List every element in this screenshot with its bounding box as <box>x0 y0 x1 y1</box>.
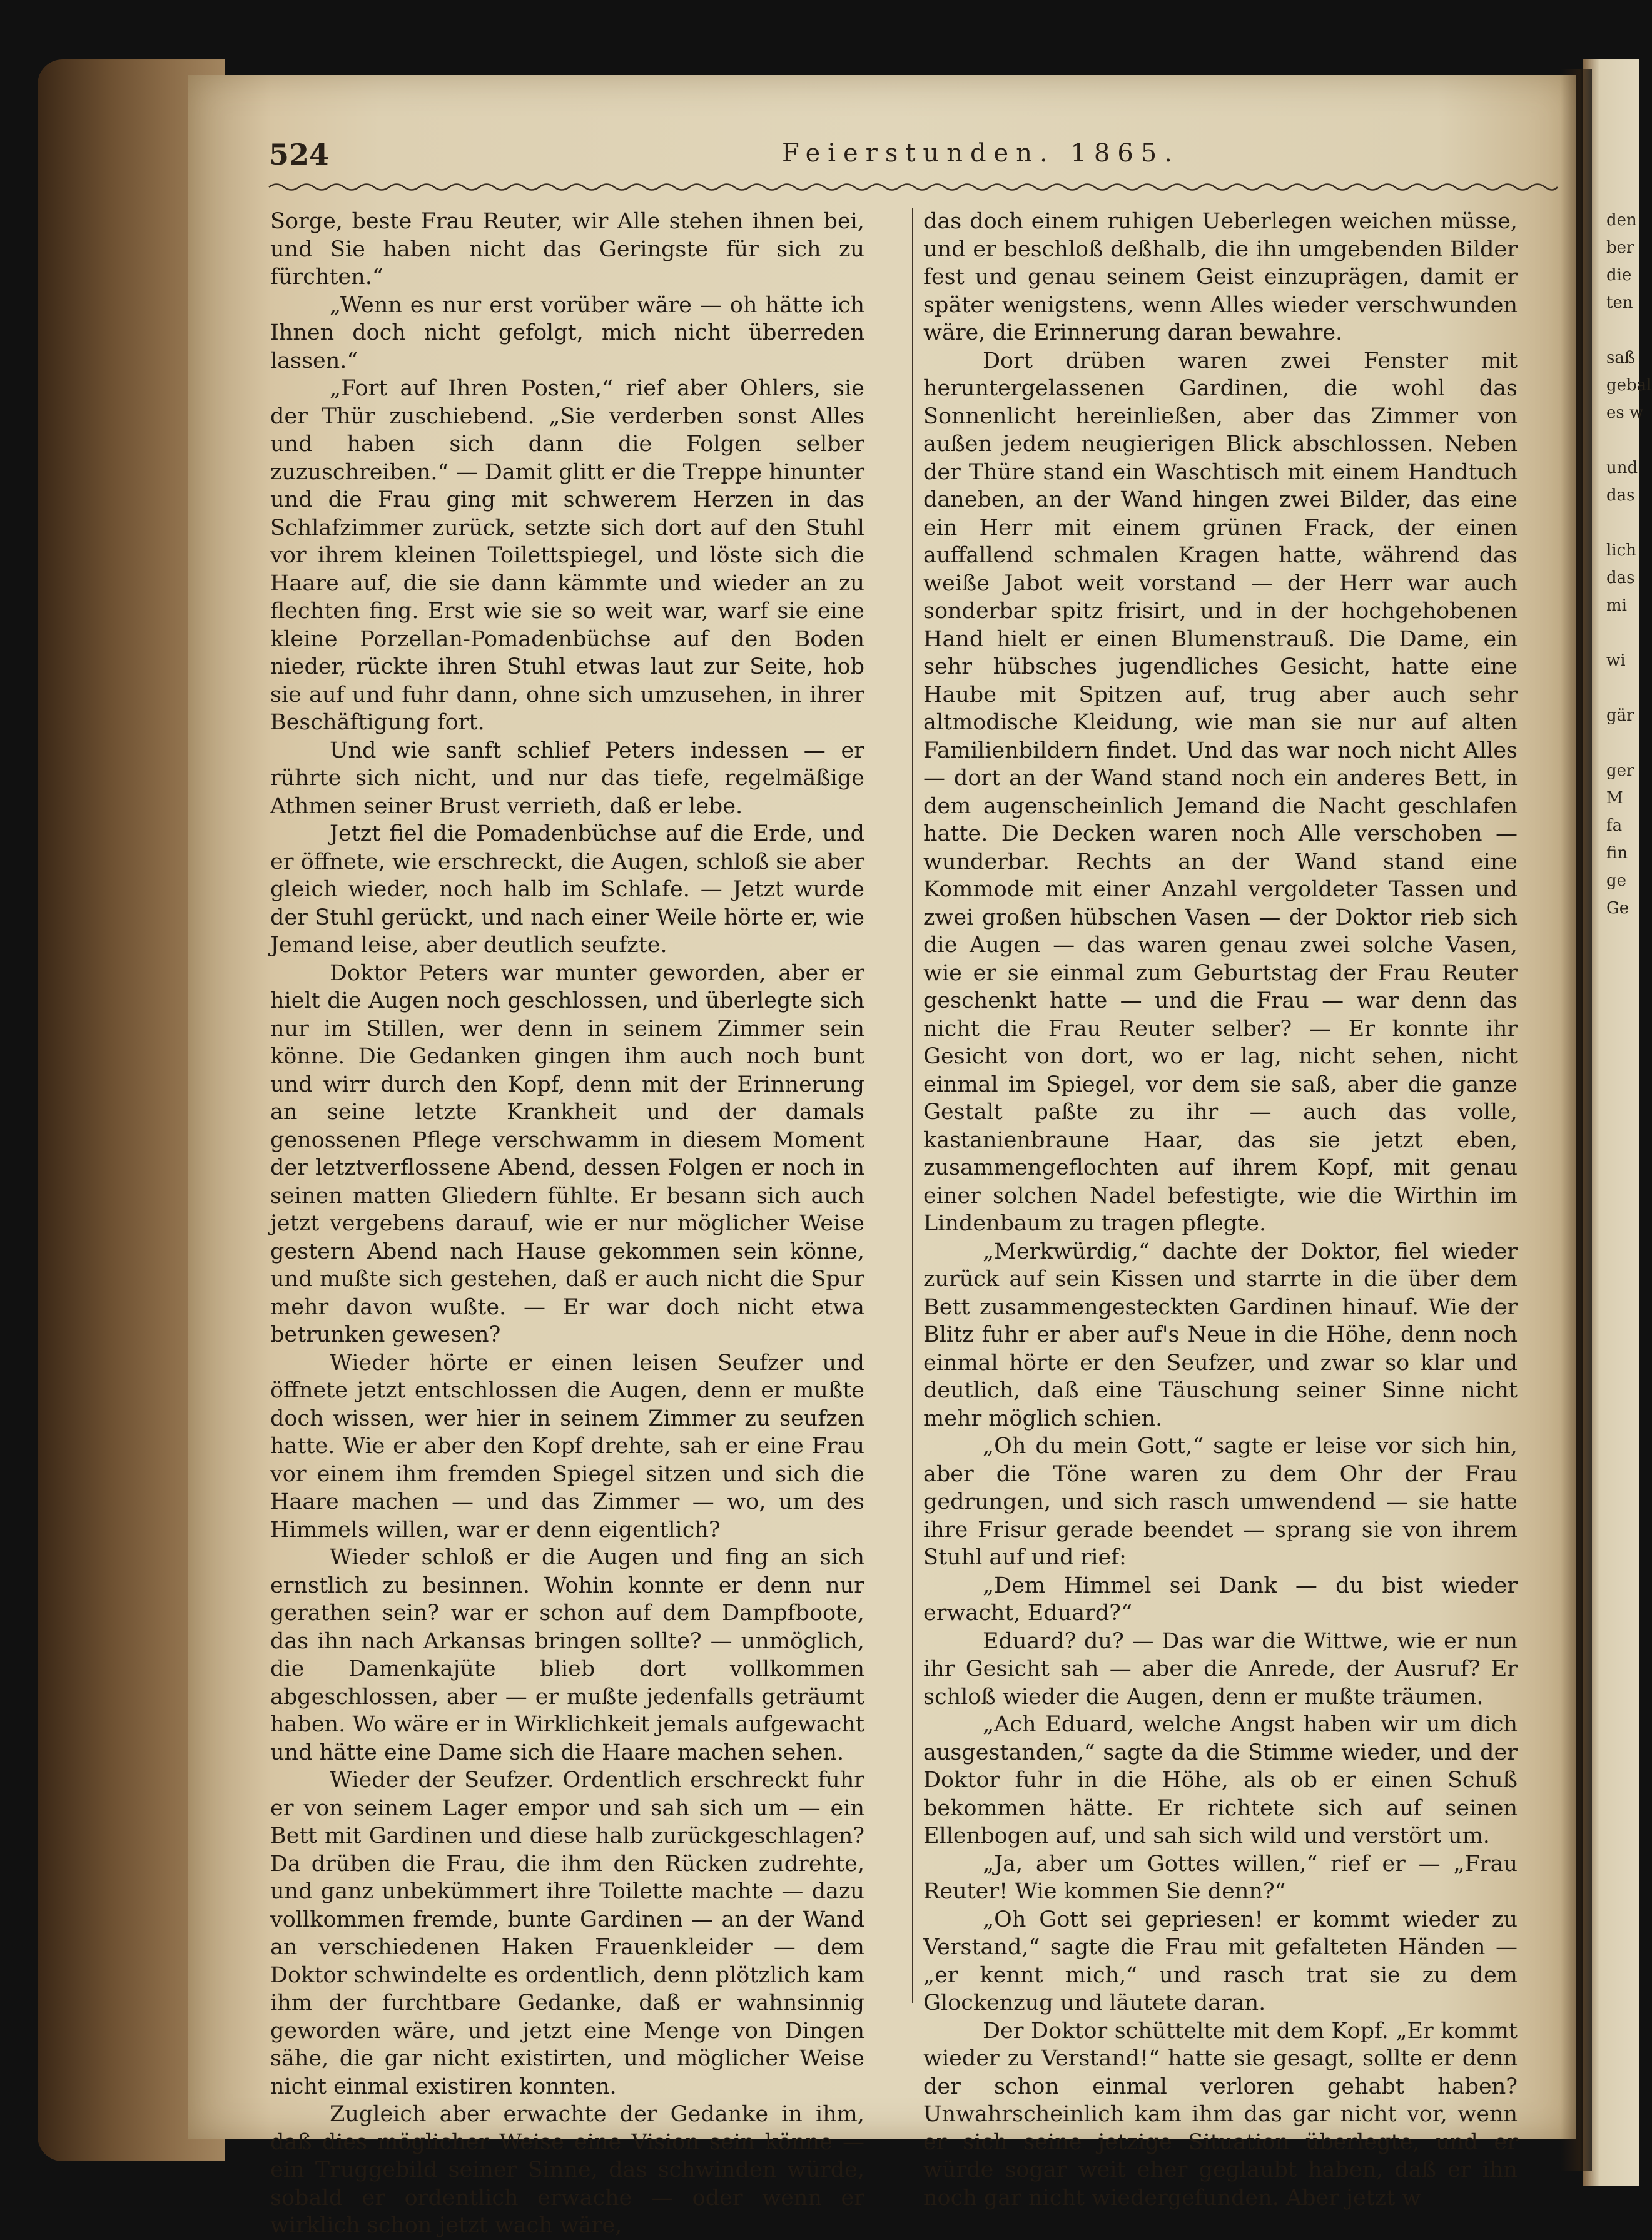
next-page-fragment: fin <box>1606 844 1628 863</box>
paragraph: „Merkwürdig,“ dachte der Doktor, fiel wieder zurück auf sein Kissen und starrte in die über dem Bett zusammengesteckten Gardinen hinauf. Wie der Blitz fuhr er aber auf's Neue in die Höhe, denn noch einmal hörte er den Seufzer, und zwar so klar und deutlich, daß eine Täuschung seiner Sinne nicht mehr möglich schien. <box>923 1239 1518 1431</box>
next-page-fragment: ger <box>1606 761 1634 780</box>
next-page-fragment: ge <box>1606 871 1627 890</box>
paragraph: „Dem Himmel sei Dank — du bist wieder erwacht, Eduard?“ <box>923 1573 1518 1626</box>
next-page-fragment: wi <box>1606 651 1626 670</box>
text-column-left <box>270 208 864 2238</box>
paragraph: „Oh Gott sei gepriesen! er kommt wieder zu Verstand,“ sagte die Frau mit gefalteten Händen — „er kennt mich,“ und rasch trat sie zu dem Glockenzug und läutete daran. <box>923 1907 1518 2015</box>
next-page-fragment: das <box>1606 569 1635 587</box>
next-page-fragment: die <box>1606 266 1632 285</box>
paragraph: Sorge, beste Frau Reuter, wir Alle stehen ihnen bei, und Sie haben nicht das Geringste für sich zu fürchten.“ <box>270 209 864 290</box>
paragraph: „Oh du mein Gott,“ sagte er leise vor sich hin, aber die Töne waren zu dem Ohr der Frau gedrungen, und sich rasch umwendend — sie hatte ihre Frisur gerade beendet — sprang sie von ihrem Stuhl auf und rief: <box>923 1434 1518 1570</box>
next-page-text-fragments <box>1606 206 1652 922</box>
next-page-fragment <box>1606 509 1639 537</box>
paragraph: „Wenn es nur erst vorüber wäre — oh hätte ich Ihnen doch nicht gefolgt, mich nicht überreden lassen.“ <box>270 292 864 373</box>
paragraph: Wieder schloß er die Augen und fing an sich ernstlich zu besinnen. Wohin konnte er denn nur gerathen sein? war er schon auf dem Dampfboote, das ihn nach Arkansas bringen sollte? — unmöglich, die Damenkajüte blieb dort vollkommen abgeschlossen, aber — er mußte jedenfalls geträumt haben. Wo wäre er in Wirklichkeit jemals aufgewacht und hätte eine Dame sich die Haare machen sehen. <box>270 1545 864 1765</box>
next-page-fragment: M <box>1606 789 1623 808</box>
next-page-fragment: Ge <box>1606 899 1629 918</box>
next-page-fragment: mi <box>1606 596 1627 615</box>
next-page-fragment: das <box>1606 486 1635 505</box>
paragraph: „Ach Eduard, welche Angst haben wir um dich ausgestanden,“ sagte da die Stimme wieder, und der Doktor fuhr in die Höhe, als ob er einen Schuß bekommen hätte. Er richtete sich auf seinen Ellenbogen auf, und sah sich wild und verstört um. <box>923 1712 1518 1848</box>
paragraph: „Ja, aber um Gottes willen,“ rief er — „Frau Reuter! Wie kommen Sie denn?“ <box>923 1851 1518 1904</box>
next-page-fragment: es w <box>1606 403 1644 422</box>
next-page-fragment: gär <box>1606 706 1634 725</box>
paragraph: „Fort auf Ihren Posten,“ rief aber Ohlers, sie der Thür zuschiebend. „Sie verderben sonst Alles und haben sich dann die Folgen selber zuzuschreiben.“ — Damit glitt er die Treppe hinunter und die Frau ging mit schwerem Herzen in das Schlafzimmer zurück, setzte sich dort auf den Stuhl vor ihrem kleinen Toilettspiegel, und löste sich die Haare auf, die sie dann kämmte und wieder an zu flechten fing. Erst wie sie so weit war, warf sie eine kleine Porzellan-Pomadenbüchse auf den Boden nieder, rückte ihren Stuhl etwas laut zur Seite, hob sie auf und fuhr dann, ohne sich umzusehen, in ihrer Beschäftigung fort. <box>270 376 864 735</box>
next-page-fragment: gebal <box>1606 376 1652 395</box>
text-column-right <box>923 208 1518 2211</box>
paragraph: Dort drüben waren zwei Fenster mit heruntergelassenen Gardinen, die wohl das Sonnenlicht hereinließen, aber das Zimmer von außen jedem neugierigen Blick abschlossen. Neben der Thüre stand ein Waschtisch mit einem Handtuch daneben, an der Wand hingen zwei Bilder, das eine ein Herr mit einem grünen Frack, der einen auffallend schmalen Kragen hatte, während das weiße Jabot weit vorstand — der Herr war auch sonderbar spitz frisirt, und in der hochgehobenen Hand hielt er einen Blumenstrauß. Die Dame, ein sehr hübsches jugendliches Gesicht, hatte eine Haube mit Spitzen auf, trug aber auch sehr altmodische Kleidung, wie man sie nur auf alten Familienbildern findet. Und das war noch nicht Alles — dort an der Wand stand noch ein anderes Bett, in dem augenscheinlich Jemand die Nacht geschlafen hatte. Die Decken waren noch Alle verschoben — wunderbar. Rechts an der Wand stand eine Kommode mit einer Anzahl vergoldeter Tassen und zwei großen hübschen Vasen — der Doktor rieb sich die Augen — das waren genau zwei solche Vasen, wie er sie einmal zum Geburtstag der Frau Reuter geschenkt hatte — und die Frau — war denn das nicht die Frau Reuter selber? — Er konnte ihr Gesicht von dort, wo er lag, nicht sehen, nicht einmal im Spiegel, vor dem sie saß, aber die ganze Gestalt paßte zu ihr — auch das volle, kastanienbraune Haar, das sie jetzt eben, zusammengeflochten auf ihrem Kopf, mit genau einer solchen Nadel befestigte, wie die Wirthin im Lindenbaum zu tragen pflegte. <box>923 348 1518 1236</box>
paragraph: Eduard? du? — Das war die Wittwe, wie er nun ihr Gesicht sah — aber die Anrede, der Ausruf? Er schloß wieder die Augen, denn er mußte träumen. <box>923 1628 1518 1710</box>
next-page-fragment: saß <box>1606 348 1636 367</box>
decorative-wavy-rule <box>269 180 1558 194</box>
next-page-fragment <box>1606 317 1639 344</box>
next-page-fragment: und <box>1606 459 1638 477</box>
page-gutter-shadow <box>1561 69 1592 2171</box>
paragraph: Der Doktor schüttelte mit dem Kopf. „Er kommt wieder zu Verstand!“ hatte sie gesagt, sollte er denn der schon einmal verloren gehabt haben? Unwahrscheinlich kam ihm das gar nicht vor, wenn er sich seine jetzige Situation überlegte, und er würde sogar weit eher geglaubt haben, daß er ihn noch gar nicht wiedergefunden. Aber jetzt w <box>923 2018 1518 2211</box>
next-page-fragment: ten <box>1606 293 1633 312</box>
paragraph: Wieder hörte er einen leisen Seufzer und öffnete jetzt entschlossen die Augen, denn er mußte doch wissen, wer hier in seinem Zimmer zu seufzen hatte. Wie er aber den Kopf drehte, sah er eine Frau vor einem ihm fremden Spiegel sitzen und sich die Haare machen — und das Zimmer — wo, um des Himmels willen, war er denn eigentlich? <box>270 1350 864 1543</box>
paragraph: Wieder der Seufzer. Ordentlich erschreckt fuhr er von seinem Lager empor und sah sich um — ein Bett mit Gardinen und diese halb zurückgeschlagen? Da drüben die Frau, die ihm den Rücken zudrehte, und ganz unbekümmert ihre Toilette machte — dazu vollkommen fremde, bunte Gardinen — an der Wand an verschiedenen Haken Frauenkleider — dem Doktor schwindelte es ordentlich, denn plötzlich kam ihm der furchtbare Gedanke, daß er wahnsinnig geworden wäre, und jetzt eine Menge von Dingen sähe, die gar nicht existirten, und möglicher Weise nicht einmal existiren konnten. <box>270 1768 864 2099</box>
page-number: 524 <box>269 138 330 171</box>
next-page-fragment <box>1606 619 1639 647</box>
next-page-fragment: den <box>1606 211 1637 230</box>
paragraph: Doktor Peters war munter geworden, aber er hielt die Augen noch geschlossen, und überlegte sich nur im Stillen, wer denn in seinem Zimmer sein könne. Die Gedanken gingen ihm auch noch bunt und wirr durch den Kopf, denn mit der Erinnerung an seine letzte Krankheit und der damals genossenen Pflege verschwamm in diesem Moment der letztverflossene Abend, dessen Folgen er noch in seinen matten Gliedern fühlte. Er besann sich auch jetzt vergebens darauf, wie er nur möglicher Weise gestern Abend nach Hause gekommen sein könne, und mußte sich gestehen, daß er auch nicht die Spur mehr davon wußte. — Er war doch nicht etwa betrunken gewesen? <box>270 960 864 1347</box>
next-page-fragment <box>1606 729 1639 757</box>
next-page-fragment: lich <box>1606 541 1636 560</box>
paragraph: Jetzt fiel die Pomadenbüchse auf die Erde, und er öffnete, wie erschreckt, die Augen, schloß sie aber gleich wieder, noch halb im Schlafe. — Jetzt wurde der Stuhl gerückt, und nach einer Weile hörte er, wie Jemand leise, aber deutlich seufzte. <box>270 821 864 958</box>
paragraph: Zugleich aber erwachte der Gedanke in ihm, daß dies möglicher Weise eine Vision sein könne — ein Truggebild seiner Sinne, das schwinden würde, sobald er ordentlich erwache — oder wenn er wirklich schon jetzt wach wäre, <box>270 2102 864 2238</box>
next-page-fragment <box>1606 427 1639 454</box>
next-page-fragment: fa <box>1606 816 1623 835</box>
paragraph: das doch einem ruhigen Ueberlegen weichen müsse, und er beschloß deßhalb, die ihn umgebenden Bilder fest und genau seinem Geist einzuprägen, damit er später wenigstens, wenn Alles wieder verschwunden wäre, die Erinnerung daran bewahre. <box>923 209 1518 345</box>
next-page-fragment <box>1606 674 1639 702</box>
next-page-fragment: ber <box>1606 238 1634 257</box>
running-head: Feierstunden. 1865. <box>782 139 1180 168</box>
column-divider <box>912 208 913 2003</box>
page-header <box>269 138 1564 181</box>
paragraph: Und wie sanft schlief Peters indessen — er rührte sich nicht, und nur das tiefe, regelmäßige Athmen seiner Brust verrieth, daß er lebe. <box>270 737 864 819</box>
